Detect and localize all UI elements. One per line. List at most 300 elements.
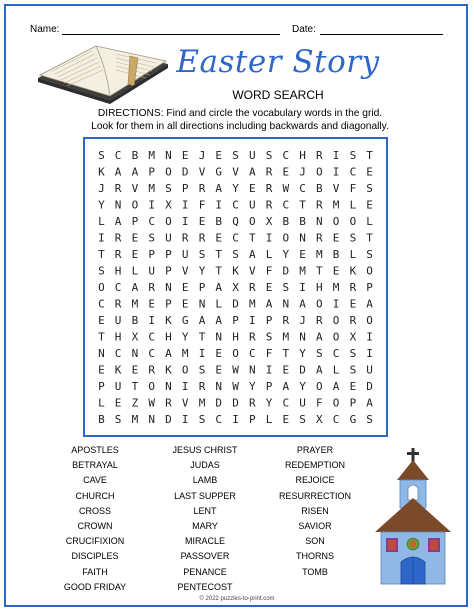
grid-letter[interactable]: I [366,330,373,344]
grid-letter[interactable]: R [349,281,357,294]
grid-letter[interactable]: I [181,379,189,393]
grid-letter[interactable]: P [265,379,273,393]
grid-letter[interactable]: E [114,396,122,410]
grid-letter[interactable]: M [282,330,290,344]
grid-letter[interactable]: O [165,215,172,229]
grid-letter[interactable]: E [131,248,139,262]
grid-letter[interactable]: K [165,363,172,377]
grid-letter[interactable]: E [332,264,340,278]
grid-letter[interactable]: L [98,215,105,229]
grid-letter[interactable]: O [332,215,340,229]
grid-letter[interactable]: E [215,231,223,245]
grid-letter[interactable]: S [114,412,122,426]
grid-letter[interactable]: X [315,412,323,426]
grid-letter[interactable]: I [148,198,156,212]
grid-letter[interactable]: V [131,182,139,196]
grid-letter[interactable]: Y [282,248,290,262]
grid-letter[interactable]: A [299,297,306,311]
grid-letter[interactable]: I [181,198,189,212]
grid-letter[interactable]: K [165,313,172,327]
grid-letter[interactable]: P [232,313,239,327]
grid-letter[interactable]: C [299,182,306,196]
grid-letter[interactable]: T [282,346,290,360]
grid-letter[interactable]: S [198,412,206,426]
grid-letter[interactable]: C [282,396,290,410]
grid-letter[interactable]: A [248,165,256,179]
grid-letter[interactable]: C [148,346,156,360]
grid-letter[interactable]: J [98,182,105,196]
grid-letter[interactable]: M [332,198,340,212]
grid-letter[interactable]: N [114,198,122,212]
grid-letter[interactable]: P [349,396,357,410]
grid-letter[interactable]: P [181,182,189,196]
grid-letter[interactable]: O [349,215,357,229]
grid-letter[interactable]: J [198,149,206,163]
grid-letter[interactable]: M [131,297,139,311]
grid-letter[interactable]: F [265,346,273,360]
grid-letter[interactable]: S [349,363,357,377]
grid-letter[interactable]: C [232,231,239,245]
grid-letter[interactable]: C [114,346,122,360]
name-field[interactable] [62,34,280,35]
grid-letter[interactable]: R [248,330,256,344]
grid-letter[interactable]: E [131,363,139,377]
grid-letter[interactable]: W [282,182,290,196]
grid-letter[interactable]: S [232,149,239,163]
grid-letter[interactable]: Y [181,330,189,344]
grid-letter[interactable]: F [315,396,323,410]
word-list-item: APOSTLES [71,445,119,455]
grid-letter[interactable]: I [248,313,256,327]
grid-letter[interactable]: N [148,412,156,426]
grid-letter[interactable]: D [366,379,373,393]
grid-letter[interactable]: P [165,248,172,262]
grid-letter[interactable]: Y [299,346,306,360]
grid-letter[interactable]: B [131,149,139,163]
grid-letter[interactable]: N [215,379,223,393]
grid-letter[interactable]: X [131,330,139,344]
grid-letter[interactable]: V [181,264,189,278]
grid-letter[interactable]: R [114,248,122,262]
grid-letter[interactable]: O [366,313,373,327]
grid-letter[interactable]: I [332,165,340,179]
grid-letter[interactable]: S [315,346,323,360]
grid-letter[interactable]: O [165,165,172,179]
grid-letter[interactable]: S [198,248,206,262]
grid-letter[interactable]: P [98,379,105,393]
grid-letter[interactable]: K [114,363,122,377]
grid-letter[interactable]: U [114,313,122,327]
grid-letter[interactable]: L [366,215,373,229]
directions-line-1: DIRECTIONS: Find and circle the vocabulary words in the grid. [97,108,383,119]
grid-letter[interactable]: L [215,297,223,311]
grid-letter[interactable]: D [232,396,239,410]
grid-letter[interactable]: F [198,198,206,212]
grid-letter[interactable]: I [181,215,189,229]
grid-letter[interactable]: K [232,264,239,278]
grid-letter[interactable]: S [165,182,172,196]
grid-letter[interactable]: N [165,149,172,163]
grid-letter[interactable]: S [148,231,156,245]
grid-letter[interactable]: P [265,313,273,327]
grid-letter[interactable]: T [366,149,373,163]
grid-letter[interactable]: V [332,182,340,196]
grid-letter[interactable]: B [315,182,323,196]
grid-letter[interactable]: O [148,379,156,393]
grid-letter[interactable]: M [299,264,306,278]
grid-letter[interactable]: C [248,346,256,360]
word-list-item: SON [305,536,325,547]
grid-letter[interactable]: B [282,215,290,229]
grid-letter[interactable]: E [282,412,290,426]
grid-letter[interactable]: H [165,330,172,344]
grid-letter[interactable]: A [215,281,223,294]
grid-letter[interactable]: A [165,346,172,360]
grid-letter[interactable]: A [315,363,323,377]
grid-letter[interactable]: D [299,363,306,377]
grid-letter[interactable]: E [215,149,223,163]
grid-letter[interactable]: B [98,412,105,426]
grid-letter[interactable]: R [315,231,323,245]
grid-letter[interactable]: E [366,165,373,179]
grid-letter[interactable]: T [215,264,223,278]
grid-letter[interactable]: R [181,231,189,245]
grid-letter[interactable]: Y [98,198,105,212]
grid-letter[interactable]: E [349,379,357,393]
grid-letter[interactable]: E [181,281,189,294]
grid-letter[interactable]: W [148,396,156,410]
grid-letter[interactable]: Y [299,379,306,393]
grid-letter[interactable]: M [332,281,340,294]
grid-letter[interactable]: I [198,346,206,360]
grid-letter[interactable]: A [131,281,139,294]
grid-letter[interactable]: U [299,396,306,410]
grid-letter[interactable]: D [181,165,189,179]
grid-letter[interactable]: L [265,412,273,426]
grid-letter[interactable]: E [366,198,373,212]
grid-letter[interactable]: T [248,231,256,245]
grid-letter[interactable]: I [232,412,239,426]
grid-letter[interactable]: R [248,281,256,294]
grid-letter[interactable]: M [248,297,256,311]
grid-letter[interactable]: I [332,149,340,163]
grid-letter[interactable]: S [98,264,105,278]
grid-letter[interactable]: X [232,281,239,294]
grid-letter[interactable]: P [165,297,172,311]
grid-letter[interactable]: P [131,215,139,229]
grid-letter[interactable]: C [232,198,239,212]
grid-letter[interactable]: E [181,297,189,311]
grid-letter[interactable]: P [366,281,373,294]
grid-letter[interactable]: A [265,297,273,311]
grid-letter[interactable]: O [332,313,340,327]
grid-letter[interactable]: P [148,248,156,262]
grid-letter[interactable]: S [366,248,373,262]
grid-letter[interactable]: R [198,379,206,393]
grid-letter[interactable]: Y [265,396,273,410]
grid-letter[interactable]: T [299,198,306,212]
grid-letter[interactable]: D [282,264,290,278]
grid-letter[interactable]: Y [232,182,239,196]
grid-letter[interactable]: A [315,330,323,344]
grid-letter[interactable]: O [332,330,340,344]
grid-letter[interactable]: I [265,363,273,377]
grid-letter[interactable]: E [265,281,273,294]
grid-letter[interactable]: R [114,231,122,245]
grid-letter[interactable]: O [248,215,256,229]
grid-letter[interactable]: T [98,248,105,262]
grid-letter[interactable]: L [265,248,273,262]
grid-letter[interactable]: C [114,149,122,163]
grid-letter[interactable]: G [215,165,223,179]
grid-letter[interactable]: S [366,412,373,426]
grid-letter[interactable]: A [248,248,256,262]
grid-letter[interactable]: N [131,346,139,360]
grid-letter[interactable]: S [366,182,373,196]
grid-letter[interactable]: C [148,215,156,229]
grid-letter[interactable]: T [198,330,206,344]
grid-letter[interactable]: P [248,412,256,426]
grid-letter[interactable]: X [165,198,172,212]
grid-letter[interactable]: S [349,149,357,163]
grid-letter[interactable]: E [282,363,290,377]
grid-letter[interactable]: S [198,363,206,377]
grid-letter[interactable]: A [366,396,373,410]
grid-letter[interactable]: E [332,231,340,245]
grid-letter[interactable]: W [232,363,239,377]
grid-letter[interactable]: C [282,149,290,163]
grid-letter[interactable]: J [299,313,306,327]
grid-letter[interactable]: L [349,198,357,212]
grid-letter[interactable]: I [265,231,273,245]
grid-letter[interactable]: W [232,379,239,393]
grid-letter[interactable]: T [215,248,223,262]
grid-letter[interactable]: C [349,165,357,179]
grid-letter[interactable]: R [248,396,256,410]
grid-letter[interactable]: N [198,297,206,311]
grid-letter[interactable]: R [265,182,273,196]
grid-letter[interactable]: R [282,313,290,327]
grid-letter[interactable]: H [232,330,239,344]
grid-letter[interactable]: B [215,215,223,229]
grid-letter[interactable]: A [215,313,223,327]
grid-letter[interactable]: O [332,396,340,410]
grid-letter[interactable]: U [366,363,373,377]
grid-letter[interactable]: O [181,363,189,377]
grid-letter[interactable]: R [114,297,122,311]
grid-letter[interactable]: X [265,215,273,229]
grid-letter[interactable]: C [332,412,340,426]
grid-letter[interactable]: H [114,264,122,278]
grid-letter[interactable]: N [248,363,256,377]
grid-letter[interactable]: D [165,412,172,426]
grid-letter[interactable]: S [265,330,273,344]
grid-letter[interactable]: A [282,379,290,393]
grid-letter[interactable]: M [148,182,156,196]
grid-letter[interactable]: Y [198,264,206,278]
grid-letter[interactable]: E [215,363,223,377]
grid-letter[interactable]: O [315,165,323,179]
grid-letter[interactable]: V [198,165,206,179]
grid-letter[interactable]: A [215,182,223,196]
grid-letter[interactable]: P [165,264,172,278]
grid-letter[interactable]: F [265,264,273,278]
grid-letter[interactable]: E [282,165,290,179]
grid-letter[interactable]: M [148,149,156,163]
grid-letter[interactable]: E [98,313,105,327]
grid-letter[interactable]: E [299,248,306,262]
grid-letter[interactable]: O [366,264,373,278]
grid-letter[interactable]: I [148,313,156,327]
grid-letter[interactable]: R [114,182,122,196]
grid-letter[interactable]: O [315,379,323,393]
grid-letter[interactable]: Q [232,215,239,229]
grid-letter[interactable]: T [131,379,139,393]
grid-letter[interactable]: B [131,313,139,327]
grid-letter[interactable]: H [299,149,306,163]
grid-letter[interactable]: S [349,231,357,245]
grid-letter[interactable]: R [265,198,273,212]
grid-letter[interactable]: S [299,412,306,426]
grid-letter[interactable]: J [299,165,306,179]
grid-letter[interactable]: O [232,346,239,360]
word-list-item: PENANCE [183,566,227,577]
grid-letter[interactable]: A [198,313,206,327]
grid-letter[interactable]: A [114,215,122,229]
grid-letter[interactable]: N [299,330,306,344]
grid-letter[interactable]: H [114,330,122,344]
grid-letter[interactable]: K [349,264,357,278]
grid-letter[interactable]: S [349,346,357,360]
grid-letter[interactable]: R [165,396,172,410]
grid-letter[interactable]: M [131,412,139,426]
grid-letter[interactable]: R [349,313,357,327]
grid-letter[interactable]: C [98,297,105,311]
grid-letter[interactable]: M [181,346,189,360]
grid-letter[interactable]: U [148,264,156,278]
grid-letter[interactable]: I [98,231,105,245]
grid-letter[interactable]: C [332,346,340,360]
grid-letter[interactable]: L [349,248,357,262]
grid-letter[interactable]: C [148,330,156,344]
grid-letter[interactable]: P [198,281,206,294]
grid-letter[interactable]: D [232,297,239,311]
grid-letter[interactable]: S [282,281,290,294]
grid-letter[interactable]: X [349,330,357,344]
grid-letter[interactable]: R [265,165,273,179]
grid-letter[interactable]: R [148,363,156,377]
grid-letter[interactable]: F [349,182,357,196]
grid-letter[interactable]: I [366,346,373,360]
grid-letter[interactable]: N [98,346,105,360]
grid-letter[interactable]: R [315,198,323,212]
grid-letter[interactable]: U [114,379,122,393]
grid-letter[interactable]: N [165,379,172,393]
grid-letter[interactable]: O [315,297,323,311]
grid-letter[interactable]: U [181,248,189,262]
grid-letter[interactable]: O [131,198,139,212]
grid-letter[interactable]: E [248,182,256,196]
grid-letter[interactable]: T [315,264,323,278]
date-field[interactable] [320,34,443,35]
grid-letter[interactable]: S [232,248,239,262]
grid-letter[interactable]: U [248,198,256,212]
grid-letter[interactable]: I [299,281,306,294]
grid-letter[interactable]: H [315,281,323,294]
grid-letter[interactable]: E [98,363,105,377]
word-list-item: PASSOVER [180,551,230,562]
grid-letter[interactable]: N [299,231,306,245]
grid-letter[interactable]: S [98,149,105,163]
grid-letter[interactable]: C [215,412,223,426]
grid-letter[interactable]: C [282,198,290,212]
grid-letter[interactable]: M [315,248,323,262]
grid-letter[interactable]: D [215,396,223,410]
grid-letter[interactable]: A [332,379,340,393]
grid-letter[interactable]: G [181,313,189,327]
grid-letter[interactable]: I [181,412,189,426]
grid-letter[interactable]: M [198,396,206,410]
grid-letter[interactable]: S [265,149,273,163]
grid-letter[interactable]: R [198,231,206,245]
grid-letter[interactable]: N [215,330,223,344]
grid-letter[interactable]: B [299,215,306,229]
grid-letter[interactable]: O [98,281,105,294]
grid-letter[interactable]: B [332,248,340,262]
word-list-item: TOMB [302,566,328,577]
grid-letter[interactable]: N [282,297,290,311]
grid-letter[interactable]: O [282,231,290,245]
grid-letter[interactable]: E [198,215,206,229]
grid-letter[interactable]: R [198,182,206,196]
grid-letter[interactable]: R [315,313,323,327]
grid-letter[interactable]: K [98,165,105,179]
grid-letter[interactable]: E [148,297,156,311]
grid-letter[interactable]: Y [248,379,256,393]
word-list-item: REJOICE [295,475,335,486]
grid-letter[interactable]: V [181,396,189,410]
grid-letter[interactable]: L [98,396,105,410]
church-icon [373,446,453,588]
grid-letter[interactable]: U [248,149,256,163]
grid-letter[interactable]: E [215,346,223,360]
grid-letter[interactable]: N [315,215,323,229]
grid-letter[interactable]: N [165,281,172,294]
grid-letter[interactable]: L [332,363,340,377]
grid-letter[interactable]: I [332,297,340,311]
grid-letter[interactable]: Z [131,396,139,410]
grid-letter[interactable]: R [315,149,323,163]
grid-letter[interactable]: A [131,165,139,179]
grid-letter[interactable]: G [349,412,357,426]
open-bible-icon [34,38,172,108]
grid-letter[interactable]: A [366,297,373,311]
grid-letter[interactable]: E [181,149,189,163]
grid-letter[interactable]: E [349,297,357,311]
grid-letter[interactable]: V [232,165,239,179]
grid-letter[interactable]: V [248,264,256,278]
grid-letter[interactable]: L [131,264,139,278]
grid-letter[interactable]: A [114,165,122,179]
grid-letter[interactable]: I [215,198,223,212]
grid-letter[interactable]: R [148,281,156,294]
grid-letter[interactable]: P [148,165,156,179]
grid-letter[interactable]: C [114,281,122,294]
grid-letter[interactable]: T [366,231,373,245]
grid-letter[interactable]: E [131,231,139,245]
grid-letter[interactable]: U [165,231,172,245]
grid-letter[interactable]: T [98,330,105,344]
